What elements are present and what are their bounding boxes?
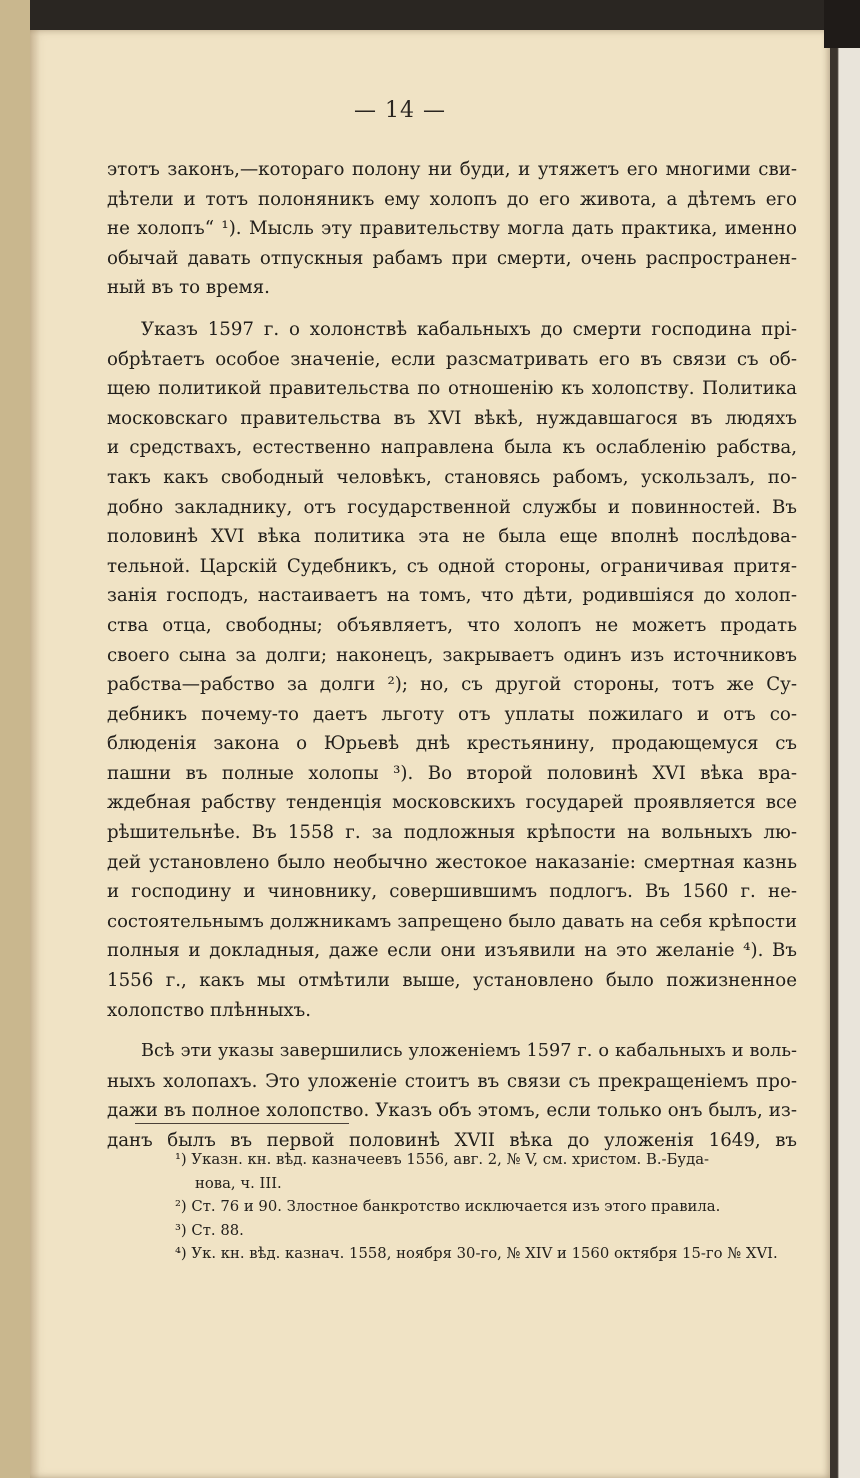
text-line: добно закладнику, отъ государственной службы и повинностей. Въ	[107, 496, 797, 518]
text-line: такъ какъ свободный человѣкъ, становясь рабомъ, ускользалъ, по-	[107, 466, 797, 488]
text-line: рабства—рабство за долги ²); но, съ другой стороны, тотъ же Су-	[107, 674, 797, 696]
text-line: московскаго правительства въ XVI вѣкѣ, нуждавшагося въ людяхъ	[107, 407, 797, 429]
text-line: Указъ 1597 г. о холонствѣ кабальныхъ до смерти господина прі-	[141, 318, 797, 340]
text-line: занія господъ, настаиваетъ на томъ, что дѣти, родившіяся до холоп-	[107, 585, 797, 607]
text-line: и господину и чиновнику, совершившимъ подлогъ. Въ 1560 г. не-	[107, 881, 797, 903]
text-line: рѣшительнѣе. Въ 1558 г. за подложныя крѣпости на вольныхъ лю-	[107, 822, 797, 844]
text-line: дажи въ полное холопство. Указъ объ этомъ, если только онъ былъ, из-	[107, 1100, 797, 1122]
text-line: и средствахъ, естественно направлена была къ ослабленію рабства,	[107, 437, 797, 459]
footnote-4: ⁴) Ук. кн. вѣд. казнач. 1558, ноября 30-го, № XIV и 1560 октября 15-го № XVI.	[175, 1245, 778, 1262]
text-line: обычай давать отпускныя рабамъ при смерти, очень распространен-	[107, 247, 797, 269]
text-line: тельной. Царскій Судебникъ, съ одной стороны, ограничивая притя-	[107, 555, 797, 577]
scanner-corner	[824, 0, 860, 48]
footnote-divider	[135, 1123, 349, 1124]
text-line: состоятельнымъ должникамъ запрещено было давать на себя крѣпости	[107, 910, 797, 932]
text-line: пашни въ полные холопы ³). Во второй половинѣ XVI вѣка вра-	[107, 762, 797, 784]
text-line: этотъ законъ,—котораго полону ни буди, и утяжетъ его многими сви-	[107, 159, 797, 180]
text-line: щею политикой правительства по отношенію къ холопству. Политика	[107, 378, 797, 400]
right-page-edge	[830, 0, 860, 1478]
body-text	[107, 155, 797, 1156]
gutter-shadow	[30, 30, 40, 1478]
text-line: блюденія закона о Юрьевѣ днѣ крестьянину, продающемуся съ	[107, 733, 797, 755]
text-line: дебникъ почему-то даетъ льготу отъ уплаты пожилаго и отъ со-	[107, 703, 797, 725]
text-line: 1556 г., какъ мы отмѣтили выше, установлено было пожизненное	[107, 970, 797, 992]
footnote-1-continuation: нова, ч. III.	[195, 1174, 282, 1192]
text-line: не холопъ“ ¹). Мысль эту правительству могла дать практика, именно	[107, 218, 797, 240]
footnote-3: ³) Ст. 88.	[175, 1221, 244, 1239]
text-line: своего сына за долги; наконецъ, закрываетъ одинъ изъ источниковъ	[107, 644, 797, 666]
text-line: дѣтели и тотъ полоняникъ ему холопъ до его живота, а дѣтемъ его	[107, 188, 797, 210]
text-line: ный въ то время.	[107, 277, 270, 299]
footnote-1: ¹) Указн. кн. вѣд. казначеевъ 1556, авг. 2, № V, см. христом. В.-Буда-	[175, 1151, 710, 1168]
text-line: полныя и докладныя, даже если они изъявили на это желаніе ⁴). Въ	[107, 940, 797, 962]
text-line: ства отца, свободны; объявляетъ, что холопъ не можетъ продать	[107, 614, 797, 636]
text-line: Всѣ эти указы завершились уложеніемъ 1597 г. о кабальныхъ и воль-	[141, 1041, 797, 1062]
left-page-edge	[0, 0, 30, 1478]
text-line: данъ былъ въ первой половинѣ XVII вѣка до уложенія 1649, въ	[107, 1130, 797, 1151]
text-line: дей установлено было необычно жестокое наказаніе: смертная казнь	[107, 851, 797, 873]
text-line: ныхъ холопахъ. Это уложеніе стоитъ въ связи съ прекращеніемъ про-	[107, 1070, 797, 1092]
text-line: ждебная рабству тенденція московскихъ государей проявляется все	[107, 792, 797, 814]
page-number: — 14 —	[354, 98, 446, 123]
footnote-2: ²) Ст. 76 и 90. Злостное банкротство исключается изъ этого правила.	[175, 1198, 721, 1215]
footnotes	[175, 1148, 797, 1266]
text-line: половинѣ XVI вѣка политика эта не была еще вполнѣ послѣдова-	[107, 526, 797, 548]
text-line: обрѣтаетъ особое значеніе, если разсматривать его въ связи съ об-	[107, 348, 797, 370]
text-line: холопство плѣнныхъ.	[107, 999, 312, 1021]
